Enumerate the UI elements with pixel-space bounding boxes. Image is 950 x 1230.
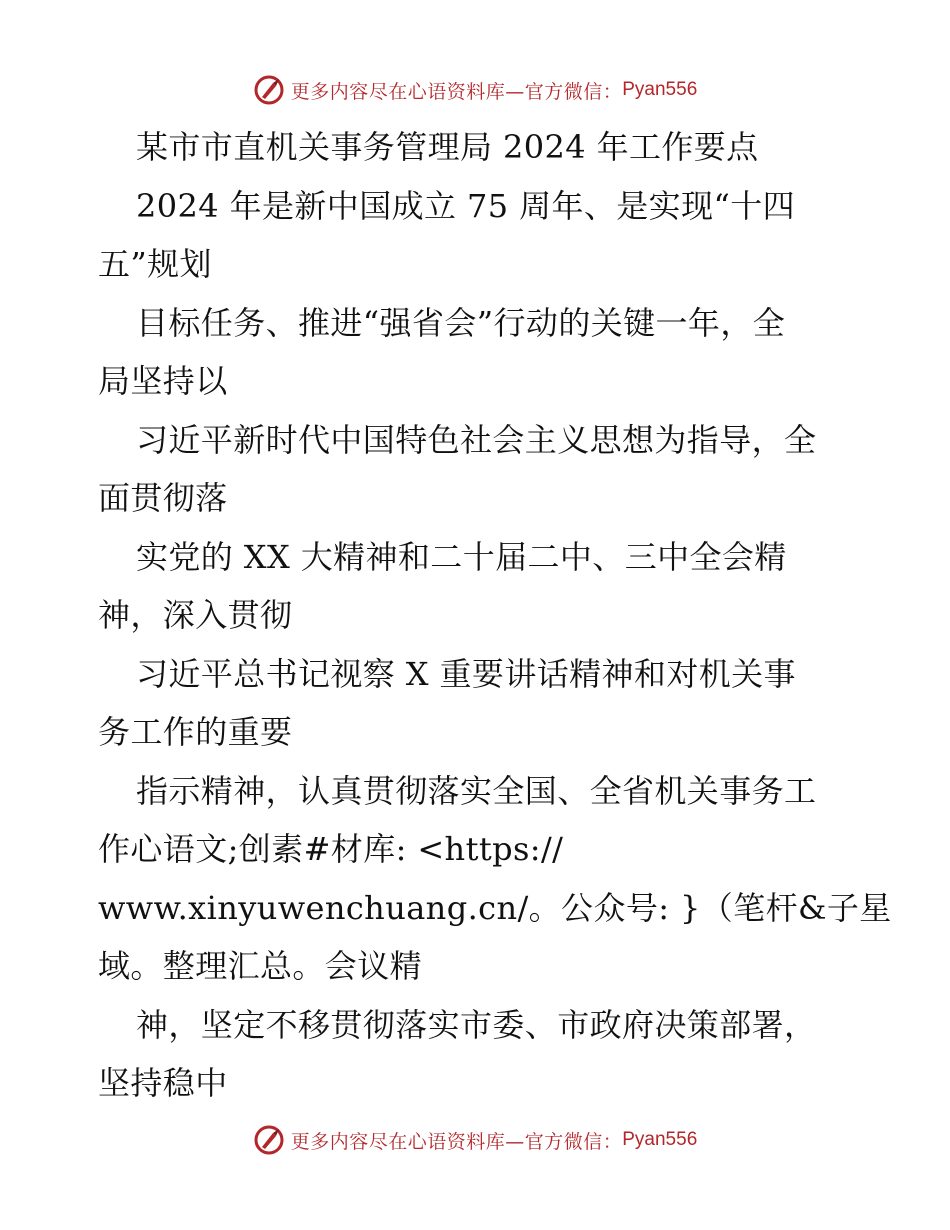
document-line: 目标任务、推进“强省会”行动的关键一年，全: [136, 303, 786, 342]
document-line: 作心语文;创素#材库: <https://: [98, 830, 564, 868]
document-line: 面贯彻落: [98, 479, 228, 517]
banner-text: 更多内容尽在心语资料库—官方微信：: [290, 1130, 623, 1153]
document-line: 域。整理汇总。会议精: [98, 947, 423, 985]
document-line: 某市市直机关事务管理局 2024 年工作要点: [136, 128, 759, 166]
document-line: www.xinyuwenchuang.cn/。公众号: }（笔杆&子星: [98, 888, 892, 927]
document-line: 习近平总书记视察 X 重要讲话精神和对机关事: [136, 654, 796, 693]
document-line: 神，深入贯彻: [98, 596, 293, 634]
document-line: 五”规划: [98, 245, 212, 283]
banner-wechat-id: Pyan556: [622, 79, 698, 100]
document-line: 务工作的重要: [98, 713, 293, 751]
banner-wechat-id: Pyan556: [622, 1129, 698, 1150]
document-line: 指示精神，认真贯彻落实全国、全省机关事务工: [136, 771, 817, 810]
document-line: 神，坚定不移贯彻落实市委、市政府决策部署，: [136, 1005, 817, 1044]
quill-logo-icon: [253, 1124, 285, 1156]
document-line: 2024 年是新中国成立 75 周年、是实现“十四: [136, 186, 796, 225]
document-line: 局坚持以: [98, 362, 228, 400]
document-line: 实党的 XX 大精神和二十届二中、三中全会精: [136, 537, 787, 576]
document-line: 习近平新时代中国特色社会主义思想为指导，全: [136, 420, 817, 459]
document-line: 坚持稳中: [98, 1064, 228, 1102]
document-body: [98, 118, 892, 1113]
header-watermark-banner: [0, 70, 950, 110]
banner-text: 更多内容尽在心语资料库—官方微信：: [290, 80, 623, 103]
quill-logo-icon: [253, 74, 285, 106]
footer-watermark-banner: [0, 1120, 950, 1160]
